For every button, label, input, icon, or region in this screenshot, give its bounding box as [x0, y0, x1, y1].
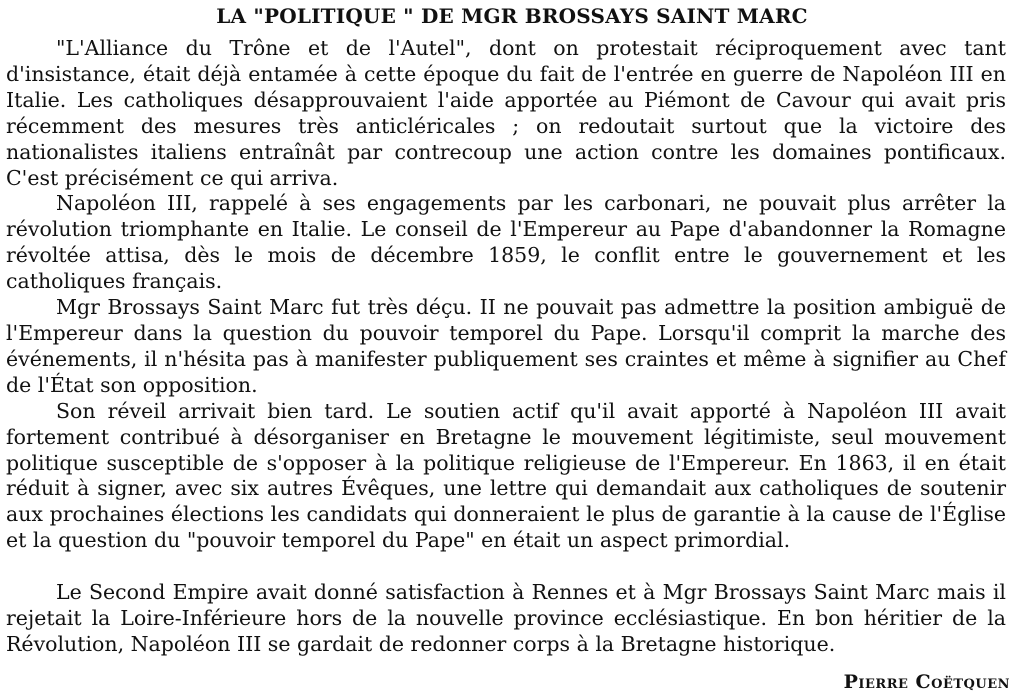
paragraph-3: Mgr Brossays Saint Marc fut très déçu. II ne pouvait pas admettre la position ambiguë de l'Empereur dans la question du pouvoir temporel du Pape. Lorsqu'il comprit la marche des événements, il n'hésita pas à manifester publiquement ses craintes et même à signifier au Chef de l'État son opposition.: [6, 295, 1006, 397]
paragraph-1: "L'Alliance du Trône et de l'Autel", dont on protestait réciproquement avec tant d'insistance, était déjà entamée à cette époque du fait de l'entrée en guerre de Napoléon III en Italie. Les catholiques désapprouvaient l'aide apportée au Piémont de Cavour qui avait pris récemment des mesures très anticléricales ; on redoutait surtout que la victoire des nationalistes italiens entraînât par contrecoup une action contre les domaines pontificaux. C'est précisément ce qui arriva.: [6, 36, 1006, 190]
article-body: [6, 36, 1006, 658]
page-title: LA "POLITIQUE " DE MGR BROSSAYS SAINT MARC: [216, 4, 808, 28]
author-signature: Pierre Coëtquen: [843, 671, 1010, 693]
paragraph-4: Son réveil arrivait bien tard. Le soutien actif qu'il avait apporté à Napoléon III avait fortement contribué à désorganiser en Bretagne le mouvement légitimiste, seul mouvement politique susceptible de s'opposer à la politique religieuse de l'Empereur. En 1863, il en était réduit à signer, avec six autres Évêques, une lettre qui demandait aux catholiques de soutenir aux prochaines élections les candidats qui donneraient le plus de garantie à la cause de l'Église et la question du "pouvoir temporel du Pape" en était un aspect primordial.: [6, 398, 1006, 553]
paragraph-5: Le Second Empire avait donné satisfaction à Rennes et à Mgr Brossays Saint Marc mais il rejetait la Loire-Inférieure hors de la nouvelle province ecclésiastique. En bon héritier de la Révolution, Napoléon III se gardait de redonner corps à la Bretagne historique.: [6, 580, 1006, 656]
paragraph-2: Napoléon III, rappelé à ses engagements par les carbonari, ne pouvait plus arrêter la révolution triomphante en Italie. Le conseil de l'Empereur au Pape d'abandonner la Romagne révoltée attisa, dès le mois de décembre 1859, le conflit entre le gouvernement et les catholiques français.: [6, 191, 1006, 294]
